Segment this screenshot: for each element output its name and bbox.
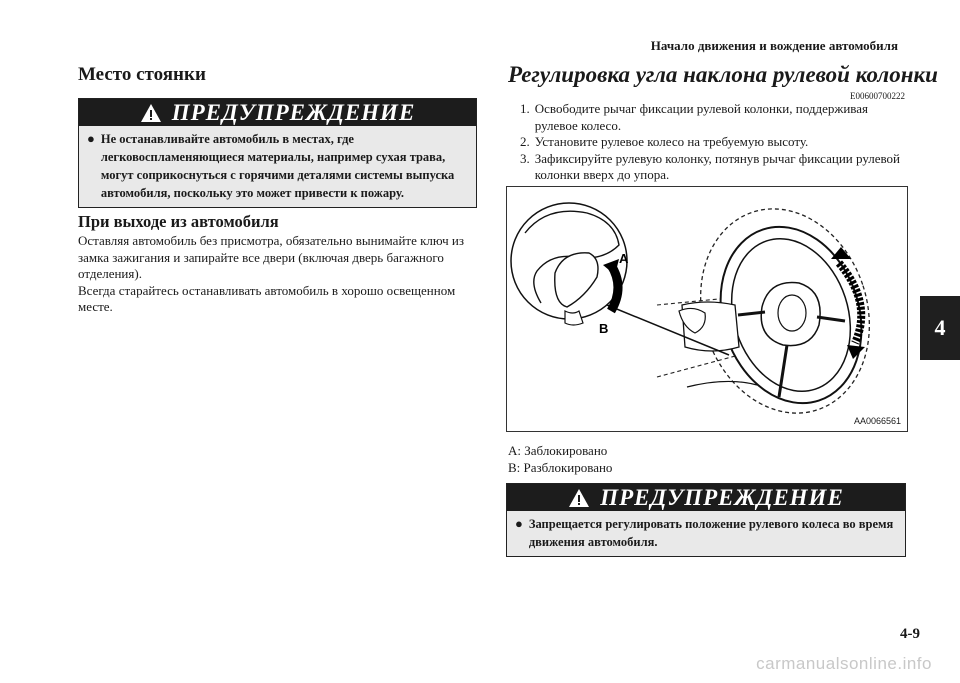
legend-text: Разблокировано bbox=[523, 459, 613, 475]
steering-illustration bbox=[507, 187, 907, 431]
subsection-title-leaving: При выходе из автомобиля bbox=[78, 212, 279, 231]
bullet-icon: ● bbox=[515, 516, 523, 531]
figure-label-b: B bbox=[599, 321, 609, 336]
legend-key: A: bbox=[508, 443, 521, 458]
chapter-tab: 4 bbox=[920, 296, 960, 360]
bullet-icon: ● bbox=[87, 131, 95, 146]
warning-box-parking bbox=[78, 98, 477, 208]
step-item bbox=[520, 101, 910, 134]
section-title-parking: Место стоянки bbox=[78, 64, 206, 85]
figure-label-a: A bbox=[619, 251, 629, 266]
legend-text: Заблокировано bbox=[524, 443, 608, 458]
warning-title: ПРЕДУПРЕЖДЕНИЕ bbox=[171, 99, 416, 125]
step-number: 2. bbox=[520, 134, 530, 149]
step-text: Установите рулевое колесо на требуемую высоту. bbox=[534, 134, 809, 149]
step-number: 3. bbox=[520, 150, 530, 166]
legend-key: B: bbox=[508, 459, 521, 475]
page-number: 4-9 bbox=[900, 626, 920, 642]
warning-header bbox=[79, 99, 476, 126]
watermark: carmanualsonline.info bbox=[756, 654, 932, 673]
warning-text: Запрещается регулировать положение рулевого колеса во время движения автомобиля. bbox=[528, 517, 894, 549]
paragraph: Всегда старайтесь останавливать автомобиль в хорошо освещенном месте. bbox=[78, 282, 456, 314]
figure-legend bbox=[508, 443, 612, 476]
warning-body bbox=[79, 126, 476, 207]
warning-box-steering bbox=[506, 483, 906, 557]
warning-header bbox=[507, 484, 905, 511]
step-text: Освободите рычаг фиксации рулевой колонки, поддерживая рулевое колесо. bbox=[534, 101, 868, 133]
steering-tilt-figure bbox=[506, 186, 908, 432]
warning-triangle-icon bbox=[140, 103, 162, 123]
warning-triangle-icon bbox=[568, 488, 590, 508]
section-code: E00600700222 bbox=[850, 91, 905, 101]
legend-item bbox=[508, 443, 612, 460]
section-title-steering-tilt: Регулировка угла наклона рулевой колонки bbox=[508, 62, 938, 87]
legend-item bbox=[508, 460, 612, 477]
steps-list bbox=[520, 101, 910, 184]
figure-code: AA0066561 bbox=[853, 416, 901, 426]
warning-body bbox=[507, 511, 905, 556]
leaving-text bbox=[78, 233, 478, 316]
warning-title: ПРЕДУПРЕЖДЕНИЕ bbox=[600, 484, 844, 510]
paragraph: Оставляя автомобиль без присмотра, обязательно вынимайте ключ из замка зажигания и запирайте все двери (включая дверь багажного отделения). bbox=[78, 233, 465, 281]
warning-text: Не останавливайте автомобиль в местах, где легковоспламеняющиеся материалы, например сухая трава, могут соприкоснуться с горячими деталями системы выпуска автомобиля, поскольку это может привести к пожару. bbox=[100, 132, 455, 200]
step-text: Зафиксируйте рулевую колонку, потянув рычаг фиксации рулевой колонки вверх до упора. bbox=[534, 150, 901, 182]
step-number: 1. bbox=[520, 101, 530, 116]
step-item bbox=[520, 134, 910, 151]
running-header: Начало движения и вождение автомобиля bbox=[650, 38, 898, 53]
step-item bbox=[520, 151, 910, 184]
